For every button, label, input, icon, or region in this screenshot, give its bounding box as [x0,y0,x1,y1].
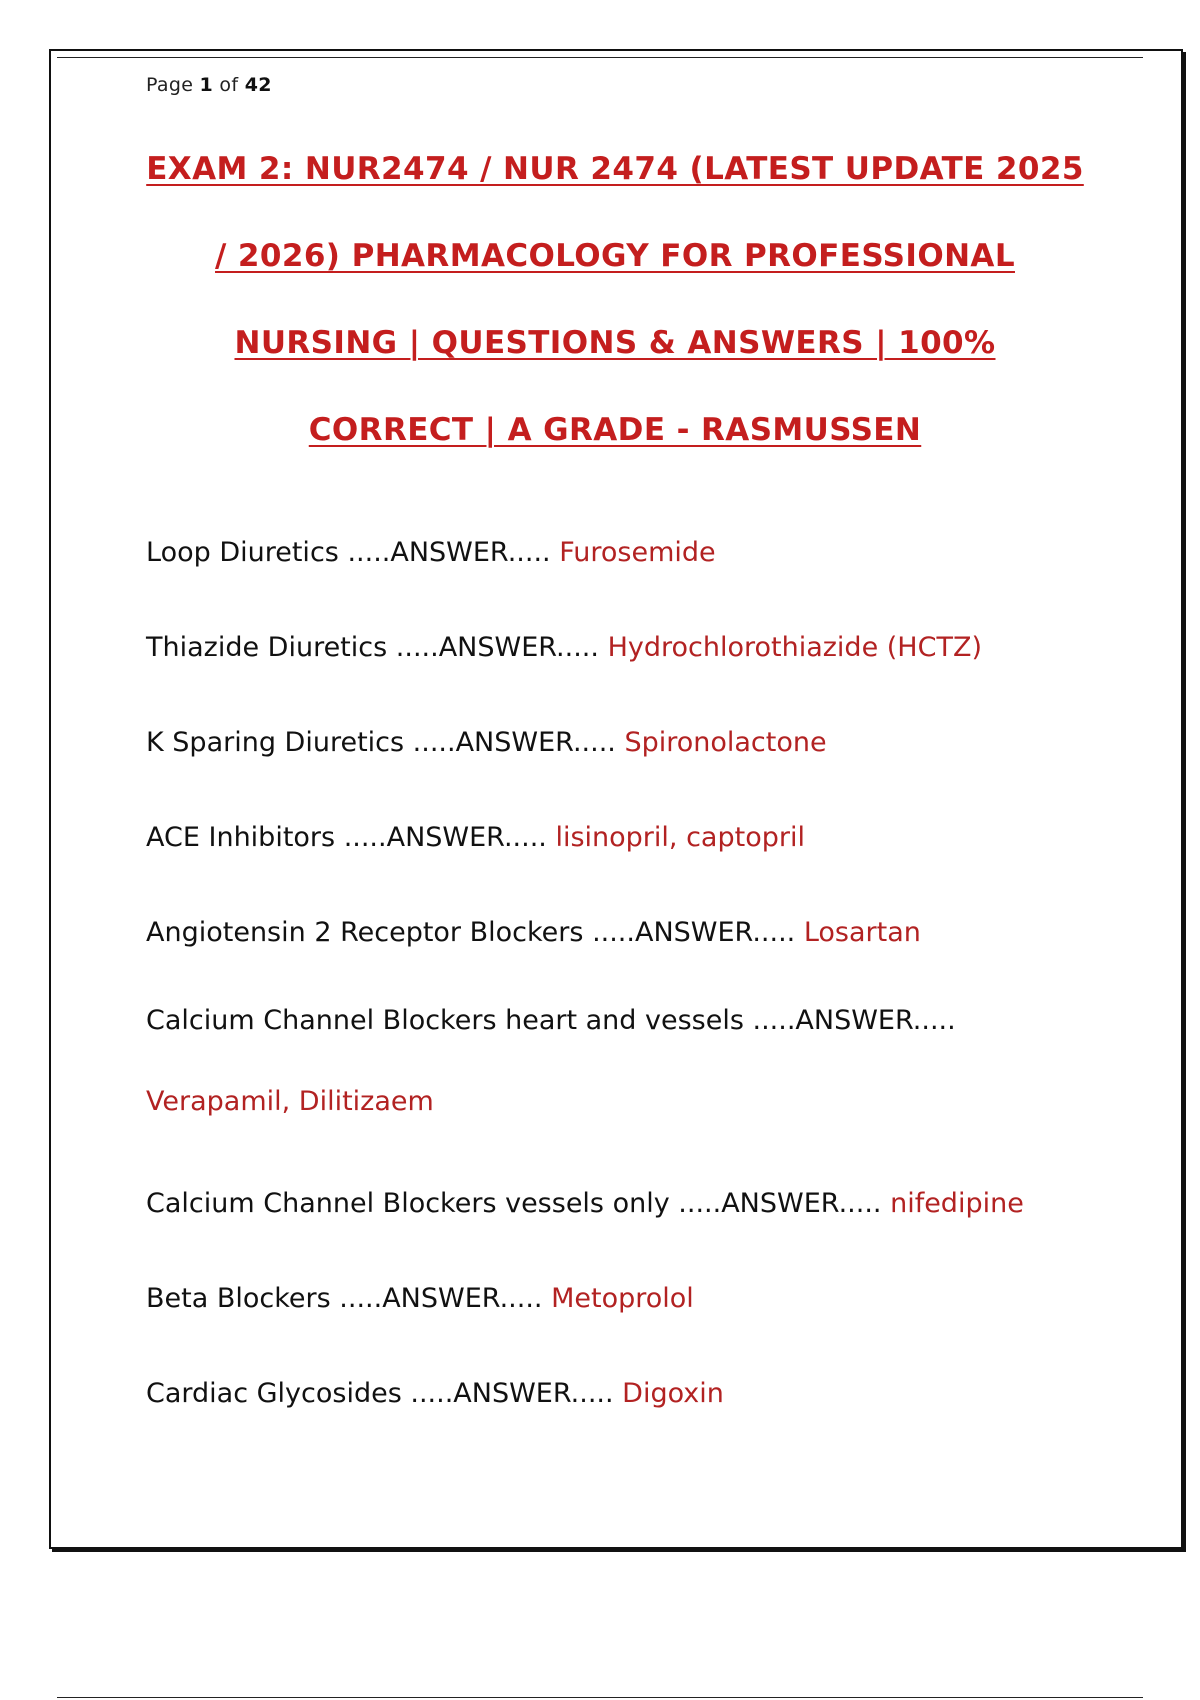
qa-item-arb [146,885,1156,980]
question: Calcium Channel Blockers heart and vessels [146,1005,744,1036]
title-line-2: / 2026) PHARMACOLOGY FOR PROFESSIONAL [215,238,1015,274]
page-current: 1 [199,74,214,96]
answer: Furosemide [559,537,716,568]
answer-separator: .....ANSWER..... [752,1005,956,1036]
page-total: 42 [244,74,272,96]
answer-separator: .....ANSWER..... [339,1283,543,1314]
page-of-label: of [219,74,239,96]
title-line-3: NURSING | QUESTIONS & ANSWERS | 100% [234,325,996,361]
question: Loop Diuretics [146,537,339,568]
qa-item-cardiac-glycosides [146,1346,1156,1441]
answer-separator: .....ANSWER..... [395,632,599,663]
answer: Verapamil, Dilitizaem [146,1086,434,1117]
answer-separator: .....ANSWER..... [410,1378,614,1409]
question: ACE Inhibitors [146,822,336,853]
qa-item-ace-inhibitors [146,790,1156,885]
page-number [146,74,272,96]
answer: Losartan [803,917,921,948]
question: Calcium Channel Blockers vessels only [146,1188,670,1219]
question: Beta Blockers [146,1283,331,1314]
answer: Spironolactone [624,727,827,758]
qa-item-k-sparing-diuretics [146,695,1156,790]
qa-item-thiazide-diuretics [146,600,1156,695]
answer-separator: .....ANSWER..... [592,917,796,948]
qa-item-loop-diuretics [146,505,1156,600]
document-title [120,126,1110,474]
answer: Hydrochlorothiazide (HCTZ) [607,632,982,663]
answer: Metoprolol [551,1283,694,1314]
title-line-4: CORRECT | A GRADE - RASMUSSEN [308,412,922,448]
question: Cardiac Glycosides [146,1378,402,1409]
top-rule [57,57,1143,58]
question: Angiotensin 2 Receptor Blockers [146,917,584,948]
qa-item-beta-blockers [146,1251,1156,1346]
answer: lisinopril, captopril [555,822,805,853]
page-label: Page [146,74,194,96]
answer-separator: .....ANSWER..... [678,1188,882,1219]
title-line-1: EXAM 2: NUR2474 / NUR 2474 (LATEST UPDATE 2025 [146,151,1084,187]
question: K Sparing Diuretics [146,727,405,758]
qa-list [146,505,1156,1441]
bottom-rule [57,1697,1143,1698]
answer: nifedipine [890,1188,1024,1219]
answer-separator: .....ANSWER..... [412,727,616,758]
answer-separator: .....ANSWER..... [347,537,551,568]
answer-separator: .....ANSWER..... [343,822,547,853]
qa-item-ccb-vessels-only [146,1156,1156,1251]
qa-item-ccb-heart-vessels [146,980,1156,1156]
question: Thiazide Diuretics [146,632,388,663]
answer: Digoxin [622,1378,724,1409]
